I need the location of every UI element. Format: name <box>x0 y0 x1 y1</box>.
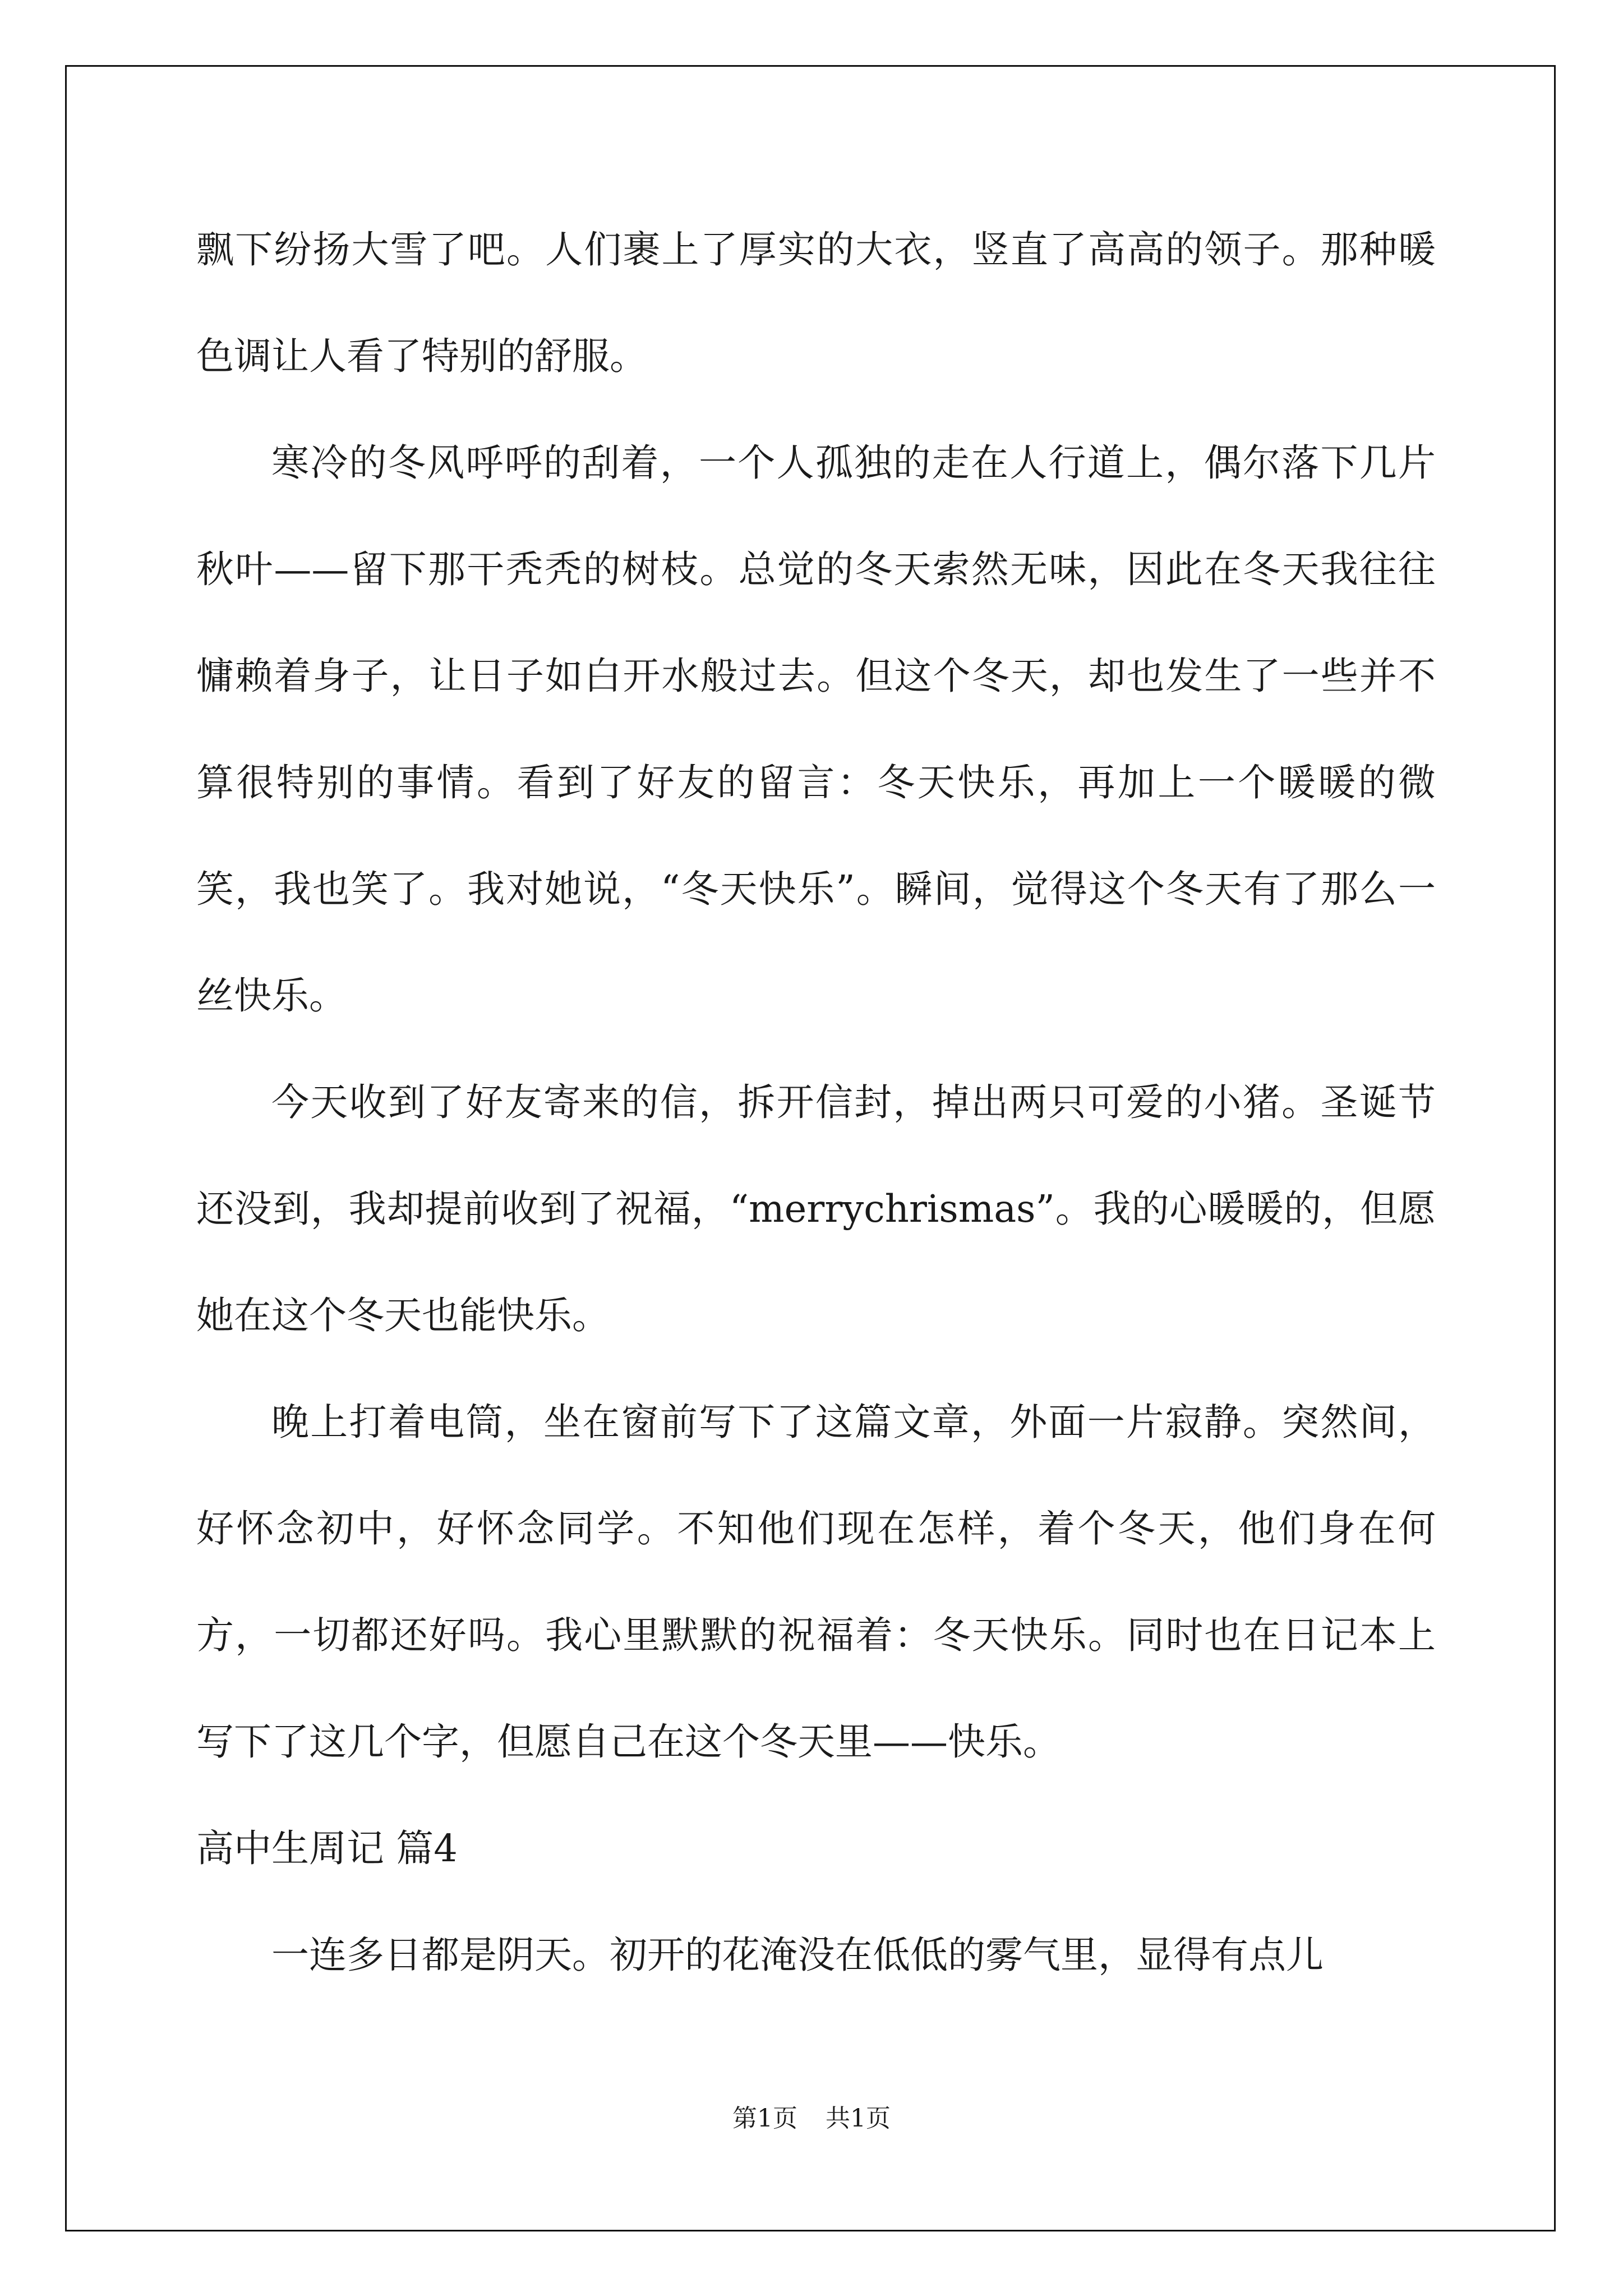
document-body <box>196 196 1436 2008</box>
page-total: 共1页 <box>826 2104 891 2133</box>
paragraph: 寒冷的冬风呼呼的刮着，一个人孤独的走在人行道上，偶尔落下几片秋叶——留下那干秃秃的树枝。总觉的冬天索然无味，因此在冬天我往往慵赖着身子，让日子如白开水般过去。但这个冬天，却也发生了一些并不算很特别的事情。看到了好友的留言：冬天快乐，再加上一个暖暖的微笑，我也笑了。我对她说，“冬天快乐”。瞬间，觉得这个冬天有了那么一丝快乐。 <box>196 441 1436 1018</box>
page-number: 第1页 <box>732 2104 797 2133</box>
paragraph: 一连多日都是阴天。初开的花淹没在低低的雾气里，显得有点儿 <box>271 1933 1324 1977</box>
paragraph: 晚上打着电筒，坐在窗前写下了这篇文章，外面一片寂静。突然间，好怀念初中，好怀念同学。不知他们现在怎样，着个冬天，他们身在何方，一切都还好吗。我心里默默的祝福着：冬天快乐。同时也在日记本上写下了这几个字，但愿自己在这个冬天里——快乐。 <box>196 1400 1436 1764</box>
paragraph-continued: 飘下纷扬大雪了吧。人们裹上了厚实的大衣，竖直了高高的领子。那种暖色调让人看了特别的舒服。 <box>196 228 1436 378</box>
page-footer <box>0 2098 1623 2134</box>
paragraph: 今天收到了好友寄来的信，拆开信封，掉出两只可爱的小猪。圣诞节还没到，我却提前收到了祝福，“merrychrismas”。我的心暖暖的，但愿她在这个冬天也能快乐。 <box>196 1080 1436 1337</box>
section-heading: 高中生周记 篇4 <box>196 1826 458 1870</box>
